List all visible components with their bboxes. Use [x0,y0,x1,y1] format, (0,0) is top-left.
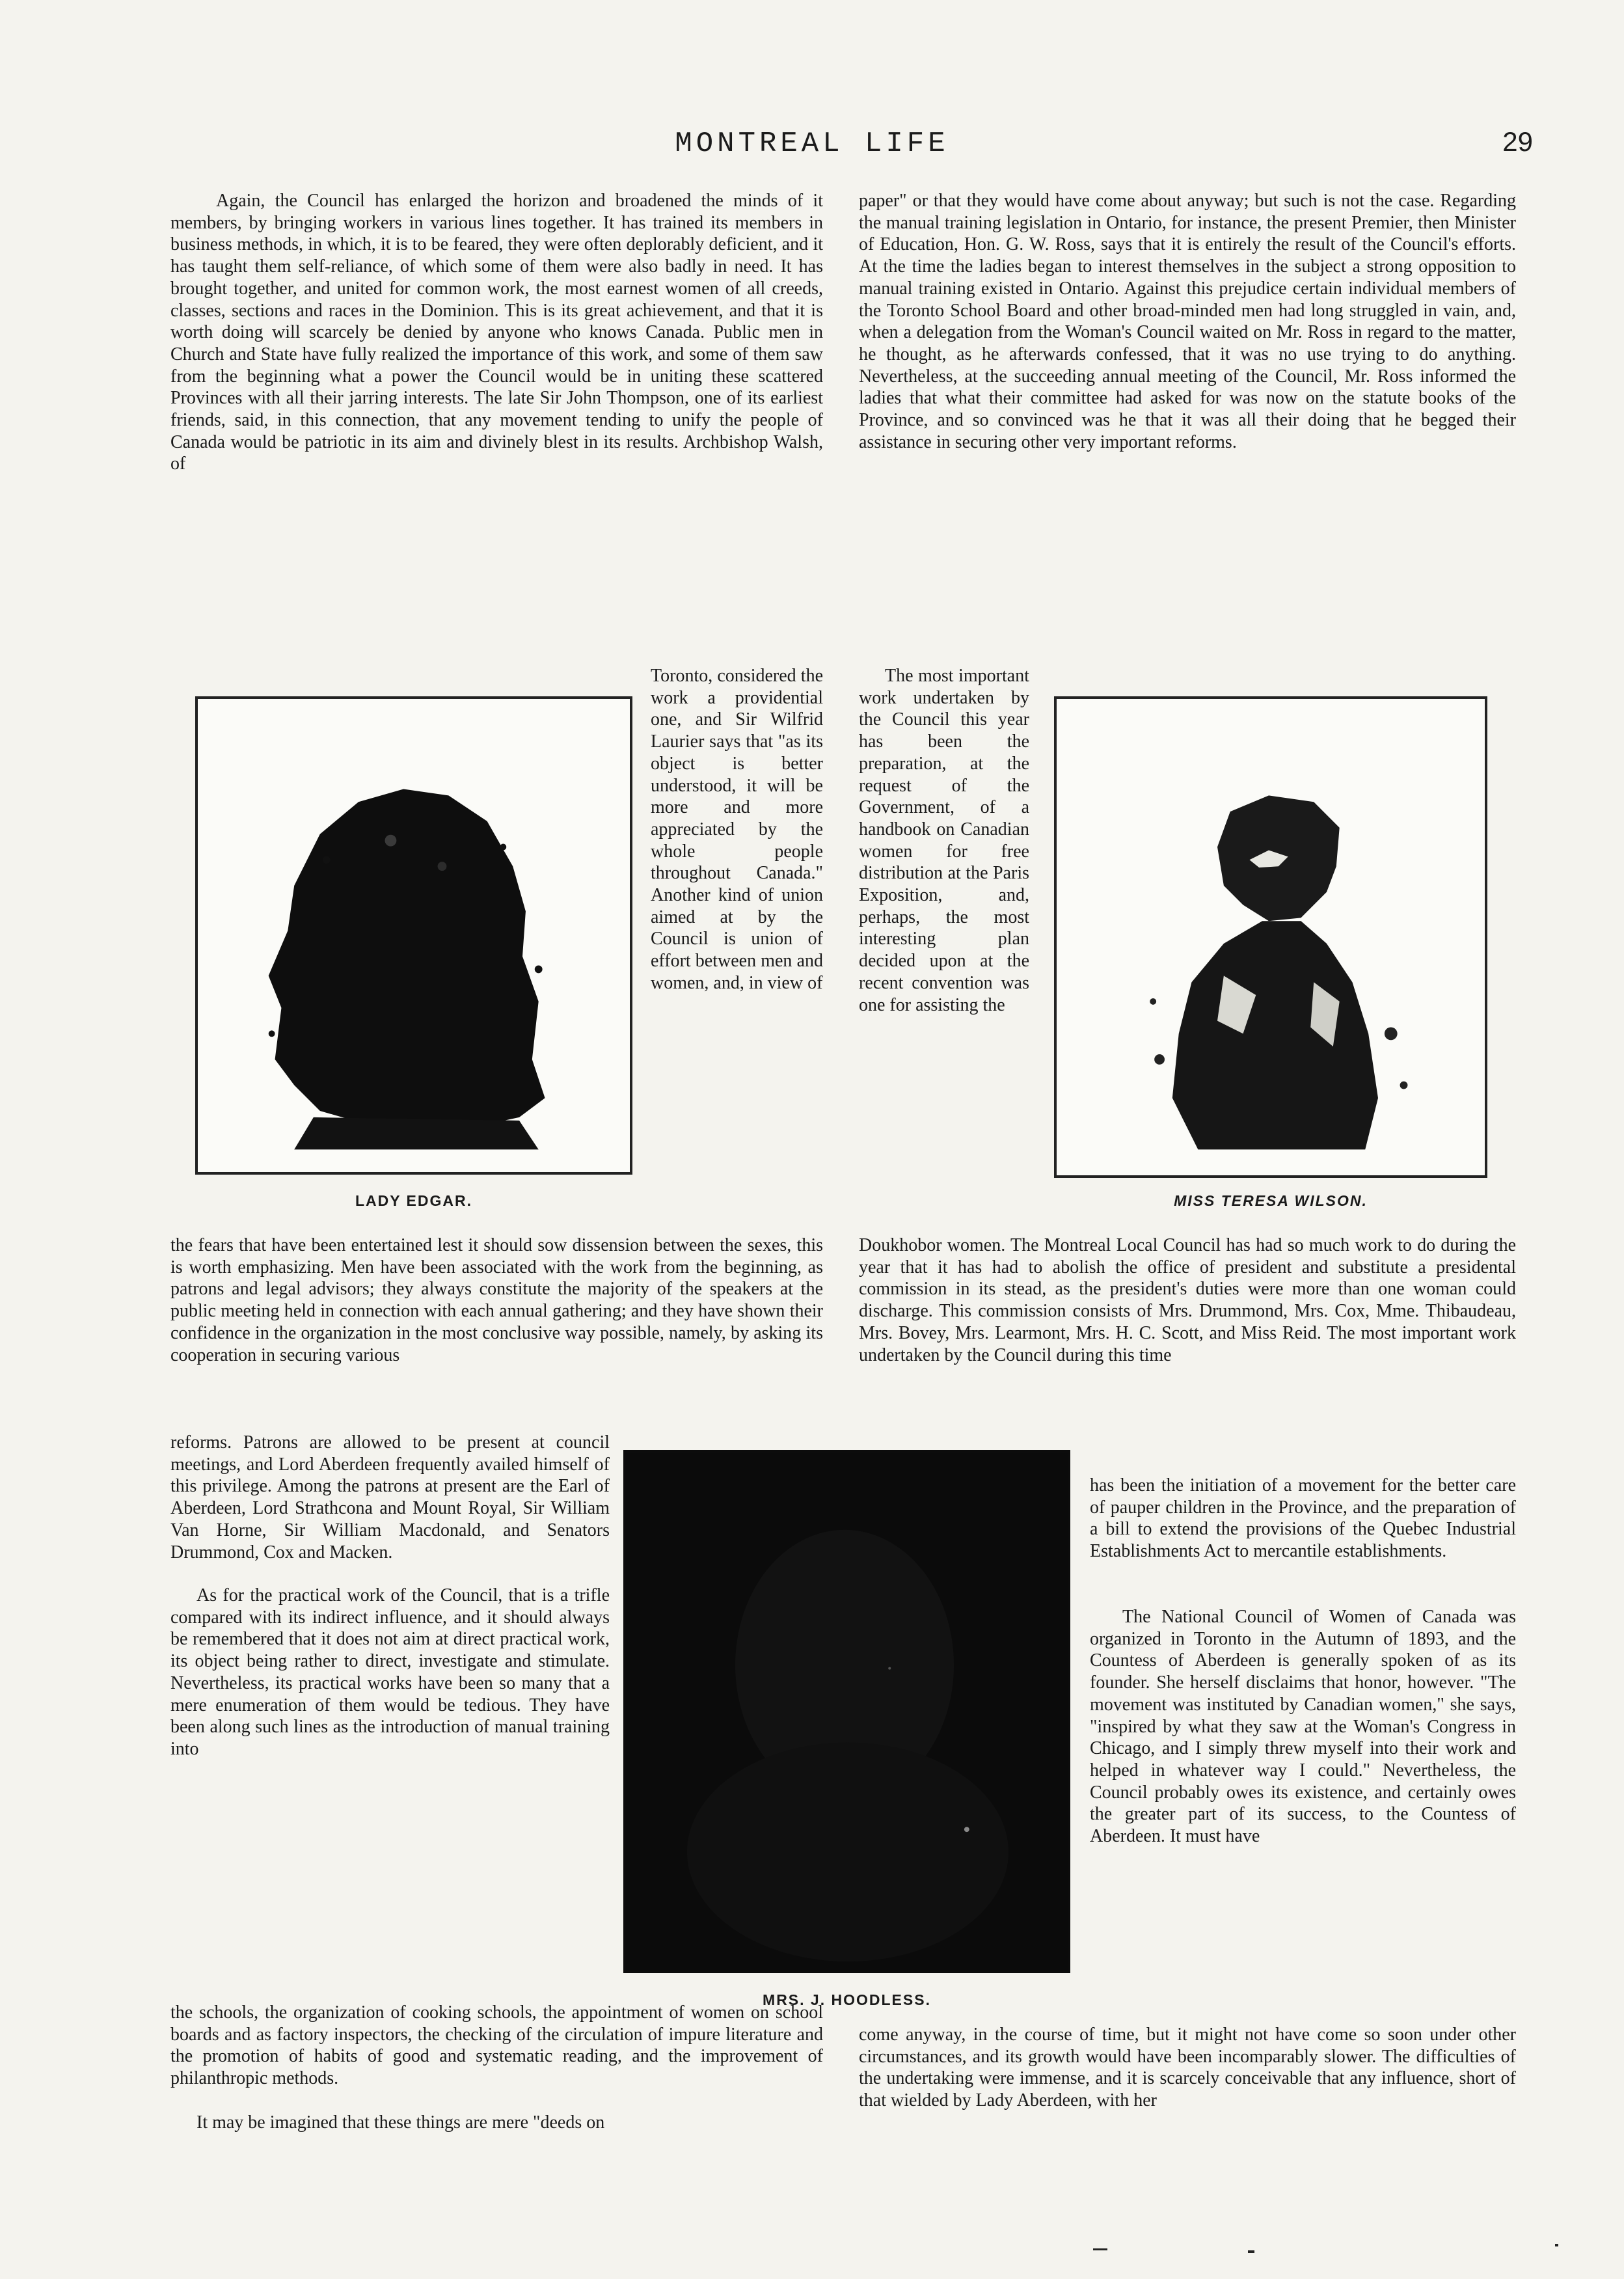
scan-speck [1555,2244,1558,2246]
teresa-wilson-caption: MISS TERESA WILSON. [1174,1192,1368,1209]
scan-speck [1093,2248,1107,2250]
left-column-paragraph-2: the fears that have been entertained lest it should sow dissension between the sexes, this is worth emphasizing. Men have been associated with the work from the beginning, as patrons and legal advisors; they always constitute the majority of the speakers at the public meeting held in connection with each annual gathering; and they have shown their confidence in the organization in the most conclusive way possible, namely, by asking its cooperation in securing various [170,1235,823,1365]
right-column-paragraph-4: come anyway, in the course of time, but it might not have come so soon under other circumstances, and its growth would have been incomparably slower. The difficulties of the undertaking were immense, and it is scarcely conceivable that any influence, short of that wielded by Lady Aberdeen, with her [859,2025,1516,2111]
left-column-paragraph-1: Again, the Council has enlarged the horizon and broadened the minds of it members, by bringing workers in various lines together. It has trained its members in business methods, in which, it is to be feared, they were often deplorably deficient, and it has taught them self-reliance, of which some of them were also badly in need. It has brought together, and united for common work, the most earnest women of all creeds, classes, sections and races in the Dominion. This is its great achievement, and that it is worth doing will scarcely be denied by anyone who knows Canada. Public men in Church and State have fully realized the importance of this work, and some of them saw from the beginning what a power the Council would be in uniting these scattered Provinces with all their jarring interests. The late Sir John Thompson, one of its earliest friends, said, in this connection, that any movement tending to unify the people of Canada would be patriotic in its aim and divinely blest in its results. Archbishop Walsh, of [170,191,823,474]
lady-edgar-caption: LADY EDGAR. [355,1192,473,1209]
teresa-wilson-photo [1054,696,1487,1178]
right-column-paragraph-2: Doukhobor women. The Montreal Local Council has had so much work to do during the year that it has had to abolish the office of president and substitute a presidental commission in its stead, as the president's duties were more than one woman could discharge. This commission consists of Mrs. Drummond, Mrs. Cox, Mme. Thibaudeau, Mrs. Bovey, Mrs. Learmont, Mrs. H. C. Scott, and Miss Reid. The most important work undertaken by the Council during this time [859,1235,1516,1365]
right-column-narrow-text: The most important work undertaken by the Council this year has been the preparation, at the request of the Government, of a handbook on Canadian women for free distribution at the Paris Exposition, and, perhaps, the most interesting plan decided upon at the recent convention was one for assisting the [859,666,1029,1015]
page-title: MONTREAL LIFE [675,128,949,160]
left-column-paragraph-4: the schools, the organization of cooking schools, the appointment of women on school boards and as factory inspectors, the checking of the circulation of impure literature and the promotion of habits of good and systematic reading, and the improvement of philanthropic methods. [170,2002,823,2089]
right-column-paragraph-1: paper" or that they would have come about anyway; but such is not the case. Regarding the manual training legislation in Ontario, for instance, the present Premier, then Minister of Education, Hon. G. W. Ross, says that it is entirely the result of the Council's efforts. At the time the ladies began to interest themselves in the subject a strong opposition to manual training existed in Ontario. Against this prejudice certain individual members of the Toronto School Board and other broad-minded men had long struggled in vain, and, when a delegation from the Woman's Council waited on Mr. Ross in regard to the matter, he thought, as he afterwards confessed, that it was no use trying to do anything. Nevertheless, at the succeeding annual meeting of the Council, Mr. Ross informed the ladies that what their committee had asked for was now on the statute books of the Province, and so convinced was he that it was all their doing that he begged their assistance in securing other very important reforms. [859,191,1516,452]
left-column-lower-narrow-text: reforms. Patrons are allowed to be present at council meetings, and Lord Aberdeen frequently availed himself of this privilege. Among the patrons at present are the Earl of Aberdeen, Lord Strathcona and Mount Royal, Sir William Van Horne, Sir William Macdonald, and Senators Drummond, Cox and Macken. [170,1432,610,1563]
right-column-lower-narrow-text: has been the initiation of a movement for the better care of pauper children in the Province, and the preparation of a bill to extend the provisions of the Quebec Industrial Establishments Act to mercantile establishments. [1090,1475,1516,1562]
left-column-paragraph-3: As for the practical work of the Council, that is a trifle compared with its indirect influence, and it should always be remembered that it does not aim at direct practical work, its object being rather to direct, investigate and stimulate. Nevertheless, its practical works have been so many that a mere enumeration of them would be tedious. They have been along such lines as the introduction of manual training into [170,1585,610,1759]
right-column-paragraph-3: The National Council of Women of Canada was organized in Toronto in the Autumn of 1893, and the Countess of Aberdeen is generally spoken of as its founder. She herself disclaims that honor, however. "The movement was instituted by Canadian women," she says, "inspired by what they saw at the Woman's Congress in Chicago, and I simply threw myself into their work and helped in whatever way I could." Nevertheless, the Council probably owes its existence, and certainly owes the greater part of its success, to the Countess of Aberdeen. It must have [1090,1607,1516,1847]
mrs-hoodless-photo [623,1450,1070,1973]
scan-speck [1248,2250,1254,2253]
left-column-narrow-text: Toronto, considered the work a providential one, and Sir Wilfrid Laurier says that "as its object is better understood, it will be more and more appreciated by the whole people throughout Canada." Another kind of union aimed at by the Council is union of effort between men and women, and, in view of [651,666,823,993]
left-column-paragraph-5: It may be imagined that these things are mere "deeds on [196,2112,605,2133]
lady-edgar-photo [195,696,632,1175]
page-number: 29 [1502,126,1533,157]
mrs-hoodless-caption: MRS. J. HOODLESS. [763,1991,931,2008]
